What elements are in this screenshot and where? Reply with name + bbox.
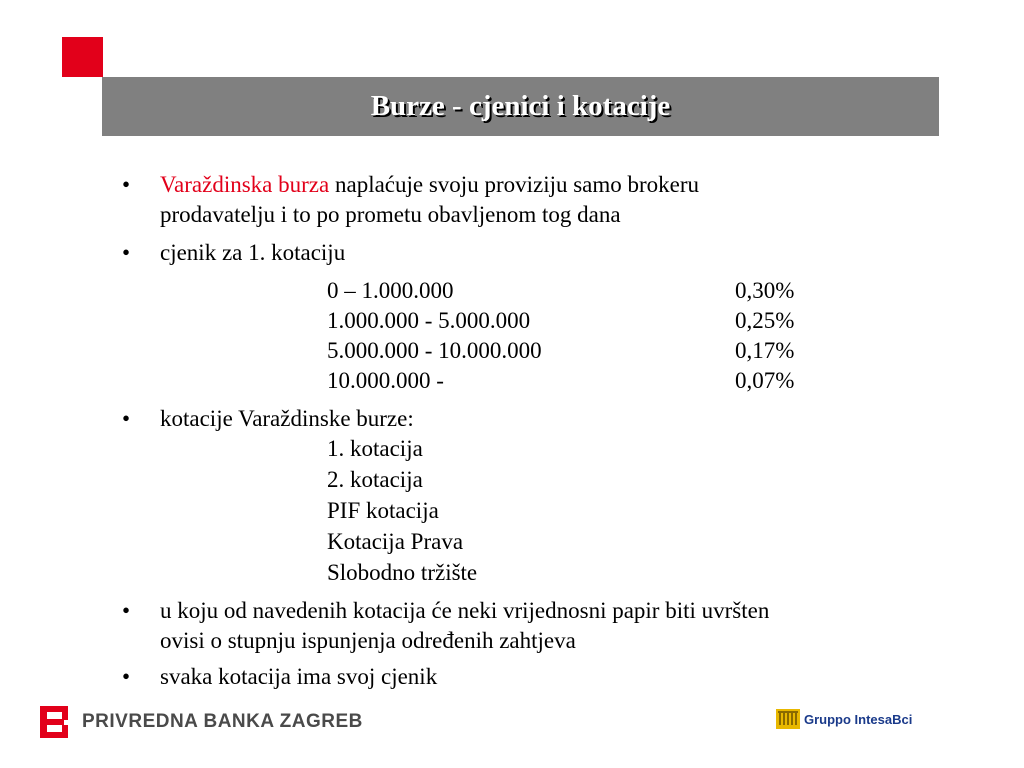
bullet-marker: • xyxy=(122,664,131,689)
bullet-1-line-2: prodavatelju i to po prometu obavljenom tog dana xyxy=(160,202,621,227)
listing-item: Kotacija Prava xyxy=(327,529,464,554)
listing-item: Slobodno tržište xyxy=(327,560,478,585)
listing-item: PIF kotacija xyxy=(327,498,439,523)
price-range: 1.000.000 - 5.000.000 xyxy=(327,308,531,333)
bullet-marker: • xyxy=(122,598,131,623)
highlight-exchange-name: Varaždinska burza xyxy=(160,172,330,197)
bullet-marker: • xyxy=(122,172,131,197)
price-range: 10.000.000 - xyxy=(327,368,444,393)
pbz-emblem-icon xyxy=(40,706,70,738)
bullet-marker: • xyxy=(122,406,131,431)
bullet-1-line-1: Varaždinska burza naplaćuje svoju proviziju samo brokeru xyxy=(160,172,700,197)
price-rate: 0,07% xyxy=(735,368,795,393)
bullet-4-line-1: u koju od navedenih kotacija će neki vrijednosni papir biti uvršten xyxy=(160,598,770,623)
price-rate: 0,30% xyxy=(735,278,795,303)
listing-item: 1. kotacija xyxy=(327,436,423,461)
bullet-3: kotacije Varaždinske burze: xyxy=(160,406,414,431)
gruppo-intesa-logo xyxy=(776,708,912,730)
bank-name: PRIVREDNA BANKA ZAGREB xyxy=(82,711,363,732)
pbz-logo xyxy=(40,706,363,738)
group-name: Gruppo IntesaBci xyxy=(804,711,913,727)
listing-item: 2. kotacija xyxy=(327,467,423,492)
price-range: 5.000.000 - 10.000.000 xyxy=(327,338,542,363)
bullet-4-line-2: ovisi o stupnju ispunjenja određenih zahtjeva xyxy=(160,628,576,653)
price-rate: 0,17% xyxy=(735,338,795,363)
price-range: 0 – 1.000.000 xyxy=(327,278,454,303)
bullet-5: svaka kotacija ima svoj cjenik xyxy=(160,664,438,689)
gruppo-intesa-emblem-icon xyxy=(776,709,800,729)
bullet-2: cjenik za 1. kotaciju xyxy=(160,240,346,265)
bullet-marker: • xyxy=(122,240,131,265)
price-rate: 0,25% xyxy=(735,308,795,333)
slide-title: Burze - cjenici i kotacije xyxy=(370,90,671,122)
